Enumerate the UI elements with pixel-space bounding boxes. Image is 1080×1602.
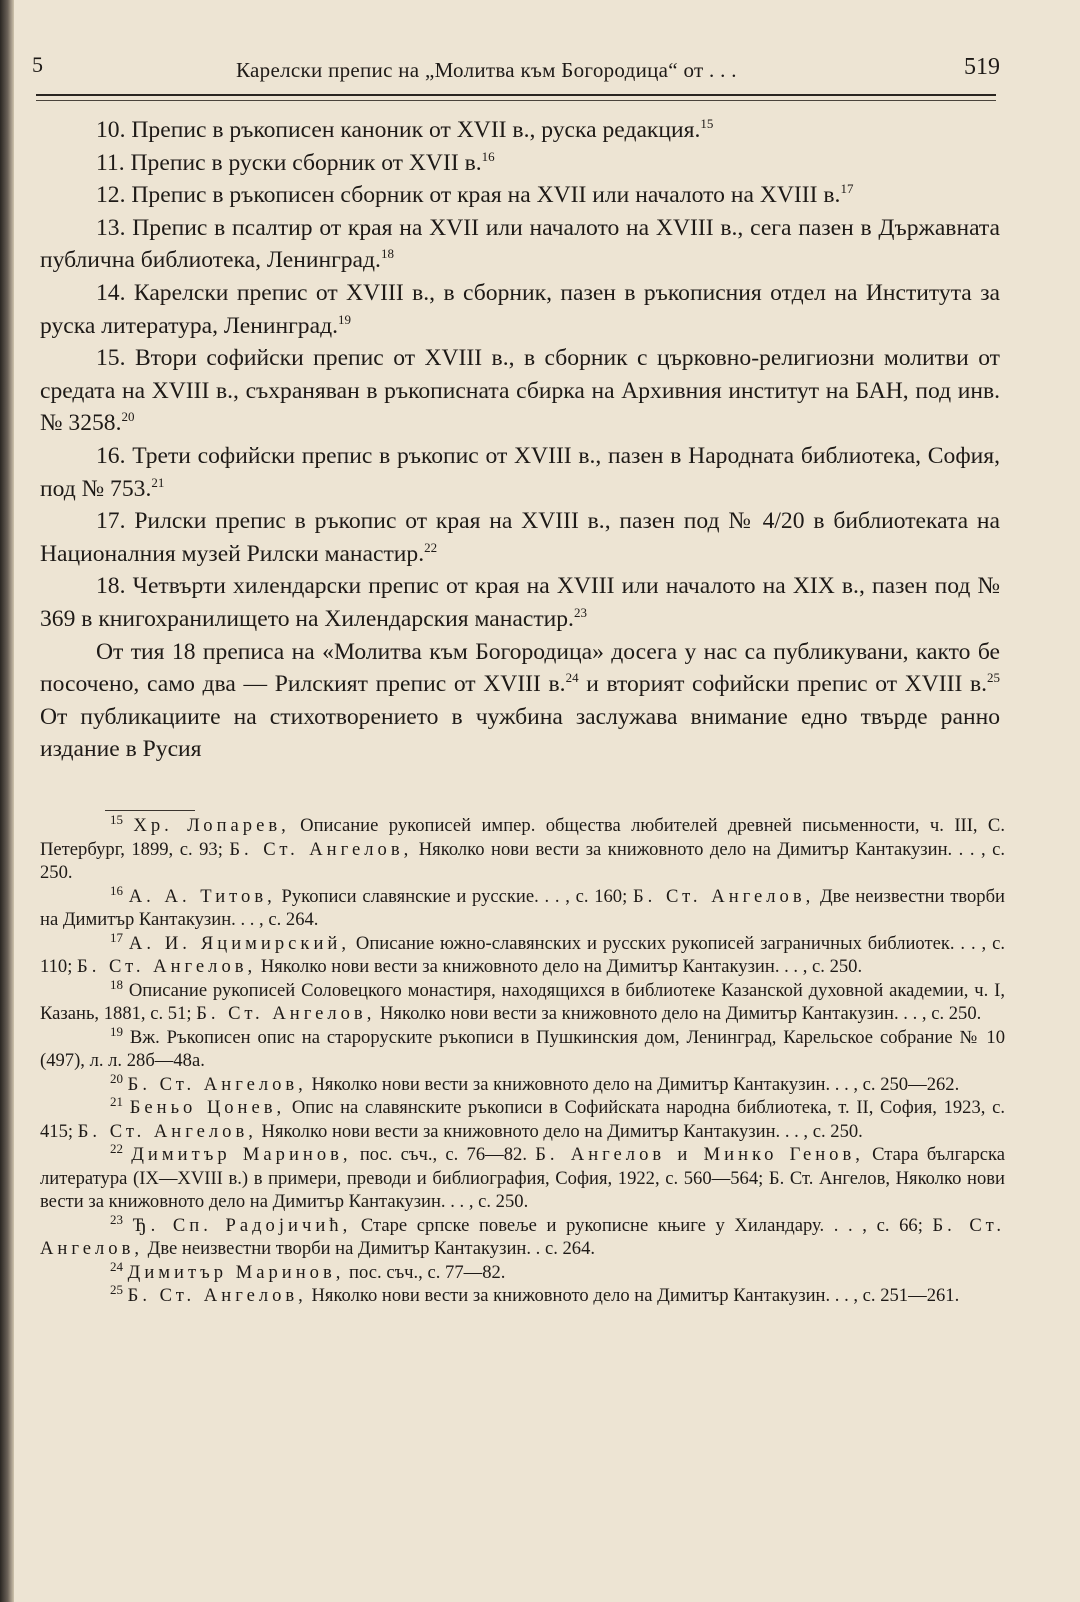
footnotes bbox=[40, 811, 1006, 1308]
header-rule-thin bbox=[36, 100, 996, 101]
footnote-ref: 25 bbox=[987, 670, 1000, 686]
list-item: 16. Трети софийски препис в ръкопис от XVIII в., пазен в Народната библиотека, София, под № 753.21 bbox=[40, 442, 1000, 502]
footnote: $^{17}$ А. И. Яцимирский, Описание южно-славянских и русских рукописей заграничных библиотек. . . , с. 110; Б. Ст. Ангелов, Няколко нови вести за книжовното дело на Димитър Кантакузин. . . , с. 250. bbox=[40, 929, 1005, 977]
footnote: $^{15}$ Хр. Лопарев, Описание рукописей импер. общества любителей древней письменности, ч. III, С. Петербург, 1899, с. 93; Б. Ст. Ангелов, Няколко нови вести за книжовното дело на Димитър Кантакузин. . . , с. 250. bbox=[40, 811, 1006, 883]
list-item: 18. Четвърти хилендарски препис от края на XVIII или началото на XIX в., пазен под № 369 в книгохранилището на Хилендарския манастир.$^{23}$ bbox=[40, 573, 1000, 632]
footnote-ref: 24 bbox=[565, 670, 579, 686]
footnote-ref: 23 bbox=[573, 605, 587, 621]
leaf-number: 5 bbox=[32, 52, 43, 77]
footnote-ref: 16 bbox=[481, 148, 495, 164]
footnote-ref: 15 bbox=[700, 116, 714, 132]
footnote: $^{24}$ Димитър Маринов, пос. съч., с. 77—82. bbox=[110, 1258, 506, 1283]
footnote: $^{22}$ Димитър Маринов, пос. съч., с. 76—82. Б. Ангелов и Минко Генов, Стара българска литература (IX—XVIII в.) в примери, преводи и библиография, София, 1922, с. 560—564; Б. Ст. Ангелов, Няколко нови вести за книжовното дело на Димитър Кантакузин. . . , с. 250. bbox=[40, 1140, 1006, 1212]
book-page bbox=[30, 22, 1030, 1582]
list-item: 10. Препис в ръкописен каноник от XVII в., руска редакция.$^{15}$ bbox=[96, 116, 714, 143]
footnote: $^{16}$ А. А. Титов, Рукописи славянские и русские. . . , с. 160; Б. Ст. Ангелов, Две неизвестни творби на Димитър Кантакузин. . . , с. 264. bbox=[40, 882, 1005, 930]
footnote-ref: 22 bbox=[424, 539, 438, 555]
footnote-ref: 20 bbox=[121, 409, 135, 425]
closing-paragraph: От тия 18 преписа на «Молитва към Богородица» досега у нас са публикувани, както бе посочено, само два — Рилският препис от XVIII в.$^{24}$ и вторият софийски препис от XVIII в.$^{25}$ От публикациите на стихотворението в чужбина заслужава внимание едно твърде ранно издание в Русия bbox=[40, 638, 1000, 763]
footnote-ref: 17 bbox=[840, 181, 854, 197]
footnote: $^{19}$ Вж. Ръкописен опис на староруските ръкописи в Пушкинския дом, Ленинград, Карельское собрание № 10 (497), л. л. 28б—48а. bbox=[40, 1023, 1005, 1071]
list-item: 17. Рилски препис в ръкопис от края на XVIII в., пазен под № 4/20 в библиотеката на Националния музей Рилски манастир.$^{22}$ bbox=[40, 508, 1000, 567]
footnote-ref: 21 bbox=[151, 474, 165, 490]
page-number: 519 bbox=[964, 54, 1000, 80]
list-item: 11. Препис в руски сборник от XVII в.$^{16}$ bbox=[96, 148, 495, 176]
header-rule bbox=[36, 94, 996, 96]
footnote: $^{25}$ Б. Ст. Ангелов, Няколко нови вести за книжовното дело на Димитър Кантакузин. . . , с. 251—261. bbox=[110, 1281, 960, 1306]
footnote: $^{18}$ Описание рукописей Соловецкого монастиря, находящихся в библиотеке Казанской духовной академии, ч. I, Казань, 1881, с. 51; Б. Ст. Ангелов, Няколко нови вести за книжовното дело на Димитър Кантакузин. . . , с. 250. bbox=[40, 976, 1005, 1024]
list-item: 14. Карелски препис от XVIII в., в сборник, пазен в ръкописния отдел на Института за руска литература, Ленинград.$^{19}$ bbox=[40, 279, 1000, 339]
footnote: $^{20}$ Б. Ст. Ангелов, Няколко нови вести за книжовното дело на Димитър Кантакузин. . . , с. 250—262. bbox=[110, 1070, 960, 1095]
list-item: 13. Препис в псалтир от края на XVII или началото на XVIII в., сега пазен в Държавната публична библиотека, Ленинград.$^{18}$ bbox=[40, 214, 1000, 274]
footnote: $^{23}$ Ђ. Сп. Радојичић, Старе српске повеље и рукописне књиге у Хиландару. . . , с. 66; Б. Ст. Ангелов, Две неизвестни творби на Димитър Кантакузин. . с. 264. bbox=[40, 1211, 1005, 1259]
main-text bbox=[40, 114, 1000, 766]
footnote-ref: 18 bbox=[380, 246, 394, 262]
page-header bbox=[210, 50, 1020, 90]
footnote-ref: 19 bbox=[337, 311, 351, 327]
list-item: 15. Втори софийски препис от XVIII в., в сборник с църковно-религиозни молитви от средата на XVIII в., съхраняван в ръкописната сбирка на Архивния институт на БАН, под инв. № 3258.20 bbox=[40, 345, 1000, 437]
list-item: 12. Препис в ръкописен сборник от края на XVII или началото на XVIII в.$^{17}$ bbox=[96, 181, 854, 209]
footnote: $^{21}$ Беньо Цонев, Опис на славянските ръкописи в Софийската народна библиотека, т. II, София, 1923, с. 415; Б. Ст. Ангелов, Няколко нови вести за книжовното дело на Димитър Кантакузин. . . , с. 250. bbox=[40, 1093, 1006, 1142]
book-spine-shadow bbox=[0, 0, 14, 1602]
running-title: Карелски препис на „Молитва към Богородица“ от . . . bbox=[236, 58, 737, 82]
